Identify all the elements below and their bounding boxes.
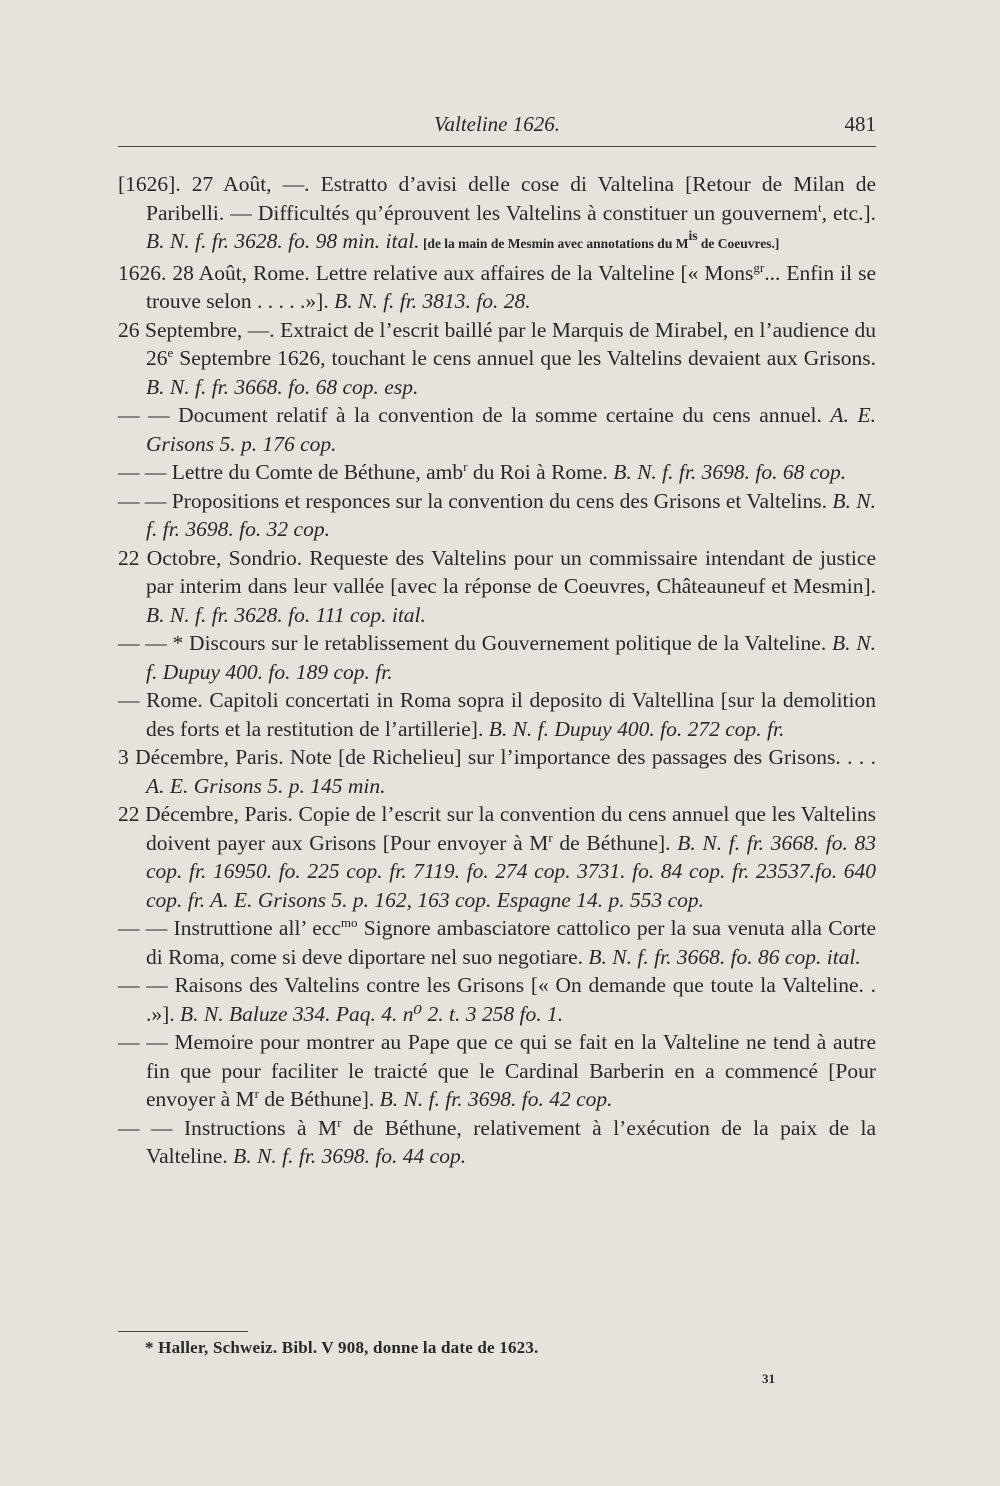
entry-list (118, 170, 876, 1171)
archive-reference: B. N. Baluze 334. Paq. 4. n⁰ 2. t. 3 258 fo. 1. (180, 1001, 564, 1026)
entry-text: — Rome. Capitoli concertati in Roma sopra il deposito di Valtellina [sur la demolition des forts et la restitution de l’artillerie]. (118, 688, 876, 741)
entry-text: — — Propositions et responces sur la convention du cens des Grisons et Valtelins. (118, 488, 833, 513)
footnote-rule (118, 1331, 248, 1332)
archive-reference: B. N. f. fr. 3668. fo. 86 cop. ital. (588, 944, 861, 969)
header-rule (118, 146, 876, 147)
entry (118, 458, 876, 487)
page-number: 481 (844, 112, 876, 136)
archive-reference: A. E. Grisons 5. p. 176 cop. (146, 403, 876, 456)
archive-reference: B. N. f. fr. 3698. fo. 32 cop. (146, 488, 876, 541)
entry-text: , etc.]. (821, 200, 877, 225)
footnote: * Haller, Schweiz. Bibl. V 908, donne la date de 1623. (145, 1338, 539, 1357)
entry (118, 686, 876, 743)
superscript: gr (753, 259, 765, 275)
archive-reference: B. N. f. fr. 3698. fo. 42 cop. (379, 1087, 613, 1111)
archive-reference: A. E. Grisons 5. p. 145 min. (146, 773, 386, 798)
archive-reference: B. N. f. Dupuy 400. fo. 189 cop. fr. (146, 631, 876, 684)
entry-text: Septembre 1626, touchant le cens annuel que les Valtelins devaient aux Grisons. (173, 346, 876, 370)
entry-text: [1626]. 27 Août, —. Estratto d’avisi delle cose di Valtelina [Retour de Milan de Paribelli. — Difficultés qu’éprouvent les Valtelins à constituer un gouvernem (118, 172, 876, 225)
entry (118, 1028, 876, 1114)
archive-reference: B. N. f. fr. 3698. fo. 68 cop. (613, 460, 847, 484)
entry-text: de Béthune, relativement à l’exécution de la paix de la Valteline. (146, 1115, 876, 1168)
entry-text: Signore ambasciatore cattolico per la sua venuta alla Corte di Roma, come si deve diportare nel suo negotiare. (146, 916, 876, 969)
archive-reference: B. N. f. fr. 3813. fo. 28. (334, 289, 531, 313)
entry-note: de Coeuvres.] (697, 236, 780, 251)
superscript: r (463, 458, 468, 474)
superscript: r (548, 829, 553, 845)
archive-reference: B. N. f. fr. 3668. fo. 83 cop. fr. 16950. fo. 225 cop. fr. 7119. fo. 274 cop. 3731. fo. 84 cop. fr. 23537.fo. 640 cop. fr. A. E. Grisons 5. p. 162, 163 cop. Espagne 14. p. 553 cop. (146, 830, 876, 912)
archive-reference: B. N. f. fr. 3628. fo. 111 cop. ital. (146, 602, 426, 627)
entry-text: du Roi à Rome. (467, 460, 614, 484)
entry-text: — — Instruttione all’ ecc (118, 916, 341, 940)
archive-reference: B. N. f. Dupuy 400. fo. 272 cop. fr. (488, 716, 785, 741)
running-title: Valteline 1626. (434, 112, 560, 136)
entry-note: [de la main de Mesmin avec annotations du M (419, 236, 689, 251)
entry (118, 743, 876, 800)
archive-reference: B. N. f. fr. 3628. fo. 98 min. ital. (146, 229, 420, 253)
entry (118, 800, 876, 914)
entry-text: 22 Octobre, Sondrio. Requeste des Valtelins pour un commissaire intendant de justice par interim dans leur vallée [avec la réponse de Coeuvres, Châteauneuf et Mesmin]. (118, 545, 876, 598)
entry (118, 1114, 876, 1171)
entry (118, 971, 876, 1028)
archive-reference: B. N. f. fr. 3698. fo. 44 cop. (233, 1144, 467, 1168)
superscript: t (817, 199, 822, 215)
entry (118, 401, 876, 458)
entry (118, 629, 876, 686)
entry-text: — — Document relatif à la convention de la somme certaine du cens annuel. (118, 403, 831, 427)
entry-text: de Béthune]. (552, 830, 678, 855)
entry-text: — — Instructions à M (118, 1115, 338, 1140)
superscript: r (254, 1085, 259, 1101)
page-header (118, 112, 876, 142)
superscript: e (167, 344, 174, 360)
entry (118, 914, 876, 971)
entry-text: — — * Discours sur le retablissement du Gouvernement politique de la Valteline. (118, 631, 832, 655)
entry (118, 544, 876, 630)
entry-text: 26 Septembre, —. Extraict de l’escrit baillé par le Marquis de Mirabel, en l’audience du 26 (118, 317, 876, 370)
archive-reference: B. N. f. fr. 3668. fo. 68 cop. esp. (146, 374, 419, 399)
entry (118, 487, 876, 544)
entry-text: 3 Décembre, Paris. Note [de Richelieu] sur l’importance des passages des Grisons. . . . (118, 745, 876, 769)
entry (118, 316, 876, 402)
entry (118, 259, 876, 316)
superscript: mo (340, 914, 358, 930)
superscript: r (337, 1114, 342, 1130)
entry-text: 22 Décembre, Paris. Copie de l’escrit sur la convention du cens annuel que les Valtelins doivent payer aux Grisons [Pour envoyer à M (118, 802, 876, 855)
entry-text: ... Enfin il se trouve selon . . . . .»]. (146, 260, 876, 313)
entry-text: de Béthune]. (259, 1087, 380, 1111)
entry-text: — — Raisons des Valtelins contre les Grisons [« On demande que toute la Valteline. . .»]. (118, 973, 876, 1026)
entry-text: 1626. 28 Août, Rome. Lettre relative aux affaires de la Valteline [« Mons (118, 260, 754, 285)
entry-text: — — Lettre du Comte de Béthune, amb (118, 460, 464, 484)
entry (118, 170, 876, 259)
superscript: is (688, 227, 698, 243)
entry-text: — — Memoire pour montrer au Pape que ce qui se fait en la Valteline ne tend à autre fin que pour faciliter le traicté que le Cardinal Barberin en a commencé [Pour envoyer à M (118, 1030, 876, 1111)
signature-mark: 31 (762, 1371, 775, 1386)
